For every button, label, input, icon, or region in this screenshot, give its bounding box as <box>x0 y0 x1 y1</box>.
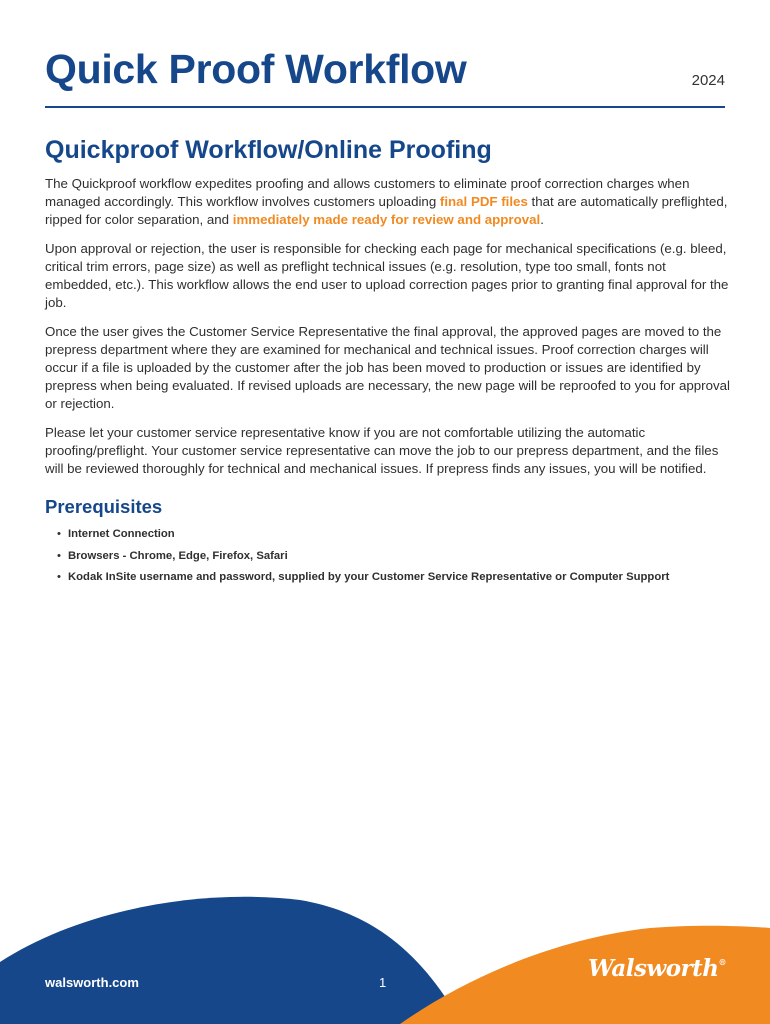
list-item-text: Browsers - Chrome, Edge, Firefox, Safari <box>68 549 288 562</box>
bullet-icon: • <box>57 571 61 583</box>
page-number: 1 <box>379 975 387 990</box>
list-item-text: Kodak InSite username and password, supplied by your Customer Service Representative or Computer Support <box>68 571 670 583</box>
intro-text-b: that are automatically preflighted, ripped for color separation, and <box>45 194 728 227</box>
paragraph-approval: Upon approval or rejection, the user is responsible for checking each page for mechanical specifications (e.g. bleed, critical trim errors, page size) as well as preflight technical issues (e.g. resolution, type too small, fonts not embedded, etc.). This workflow allows the end user to upload correction pages prior to granting final approval for the job. <box>45 241 729 310</box>
intro-text-a: The Quickproof workflow expedites proofing and allows customers to eliminate proof correction charges when managed accordingly. This workflow involves customers uploading <box>45 176 690 209</box>
brand-wordmark: Walsworth <box>588 955 719 982</box>
paragraph-contact: Please let your customer service representative know if you are not comfortable utilizing the automatic proofing/preflight. Your customer service representative can move the job to our prepress department, and the files will be reviewed thoroughly for technical and mechanical issues. If prepress finds any issues, you will be notified. <box>45 425 719 476</box>
paragraph-final-approval: Once the user gives the Customer Service Representative the final approval, the approved pages are moved to the prepress department where they are examined for mechanical and technical issues. Proof correction charges will occur if a file is uploaded by the customer after the job has been moved to production or issues are identified by prepress when being evaluated. If revised uploads are necessary, the new page will be reproofed to you for approval or rejection. <box>45 324 730 411</box>
list-item-text: Internet Connection <box>68 528 175 540</box>
prerequisites-title: Prerequisites <box>45 496 163 517</box>
intro-text-c: . <box>540 212 544 227</box>
bullet-icon: • <box>57 528 61 540</box>
footer-website-link[interactable]: walsworth.com <box>45 975 139 990</box>
walsworth-logo <box>588 955 726 982</box>
footer-blue-wave <box>0 897 462 1024</box>
document-year: 2024 <box>691 72 725 89</box>
registered-mark: ® <box>718 957 727 967</box>
highlight-ready-for-review: immediately made ready for review and approval <box>232 212 541 227</box>
section-title: Quickproof Workflow/Online Proofing <box>45 136 492 164</box>
document-title: Quick Proof Workflow <box>45 46 467 92</box>
highlight-final-pdf: final PDF files <box>439 194 528 209</box>
bullet-icon: • <box>57 549 61 562</box>
